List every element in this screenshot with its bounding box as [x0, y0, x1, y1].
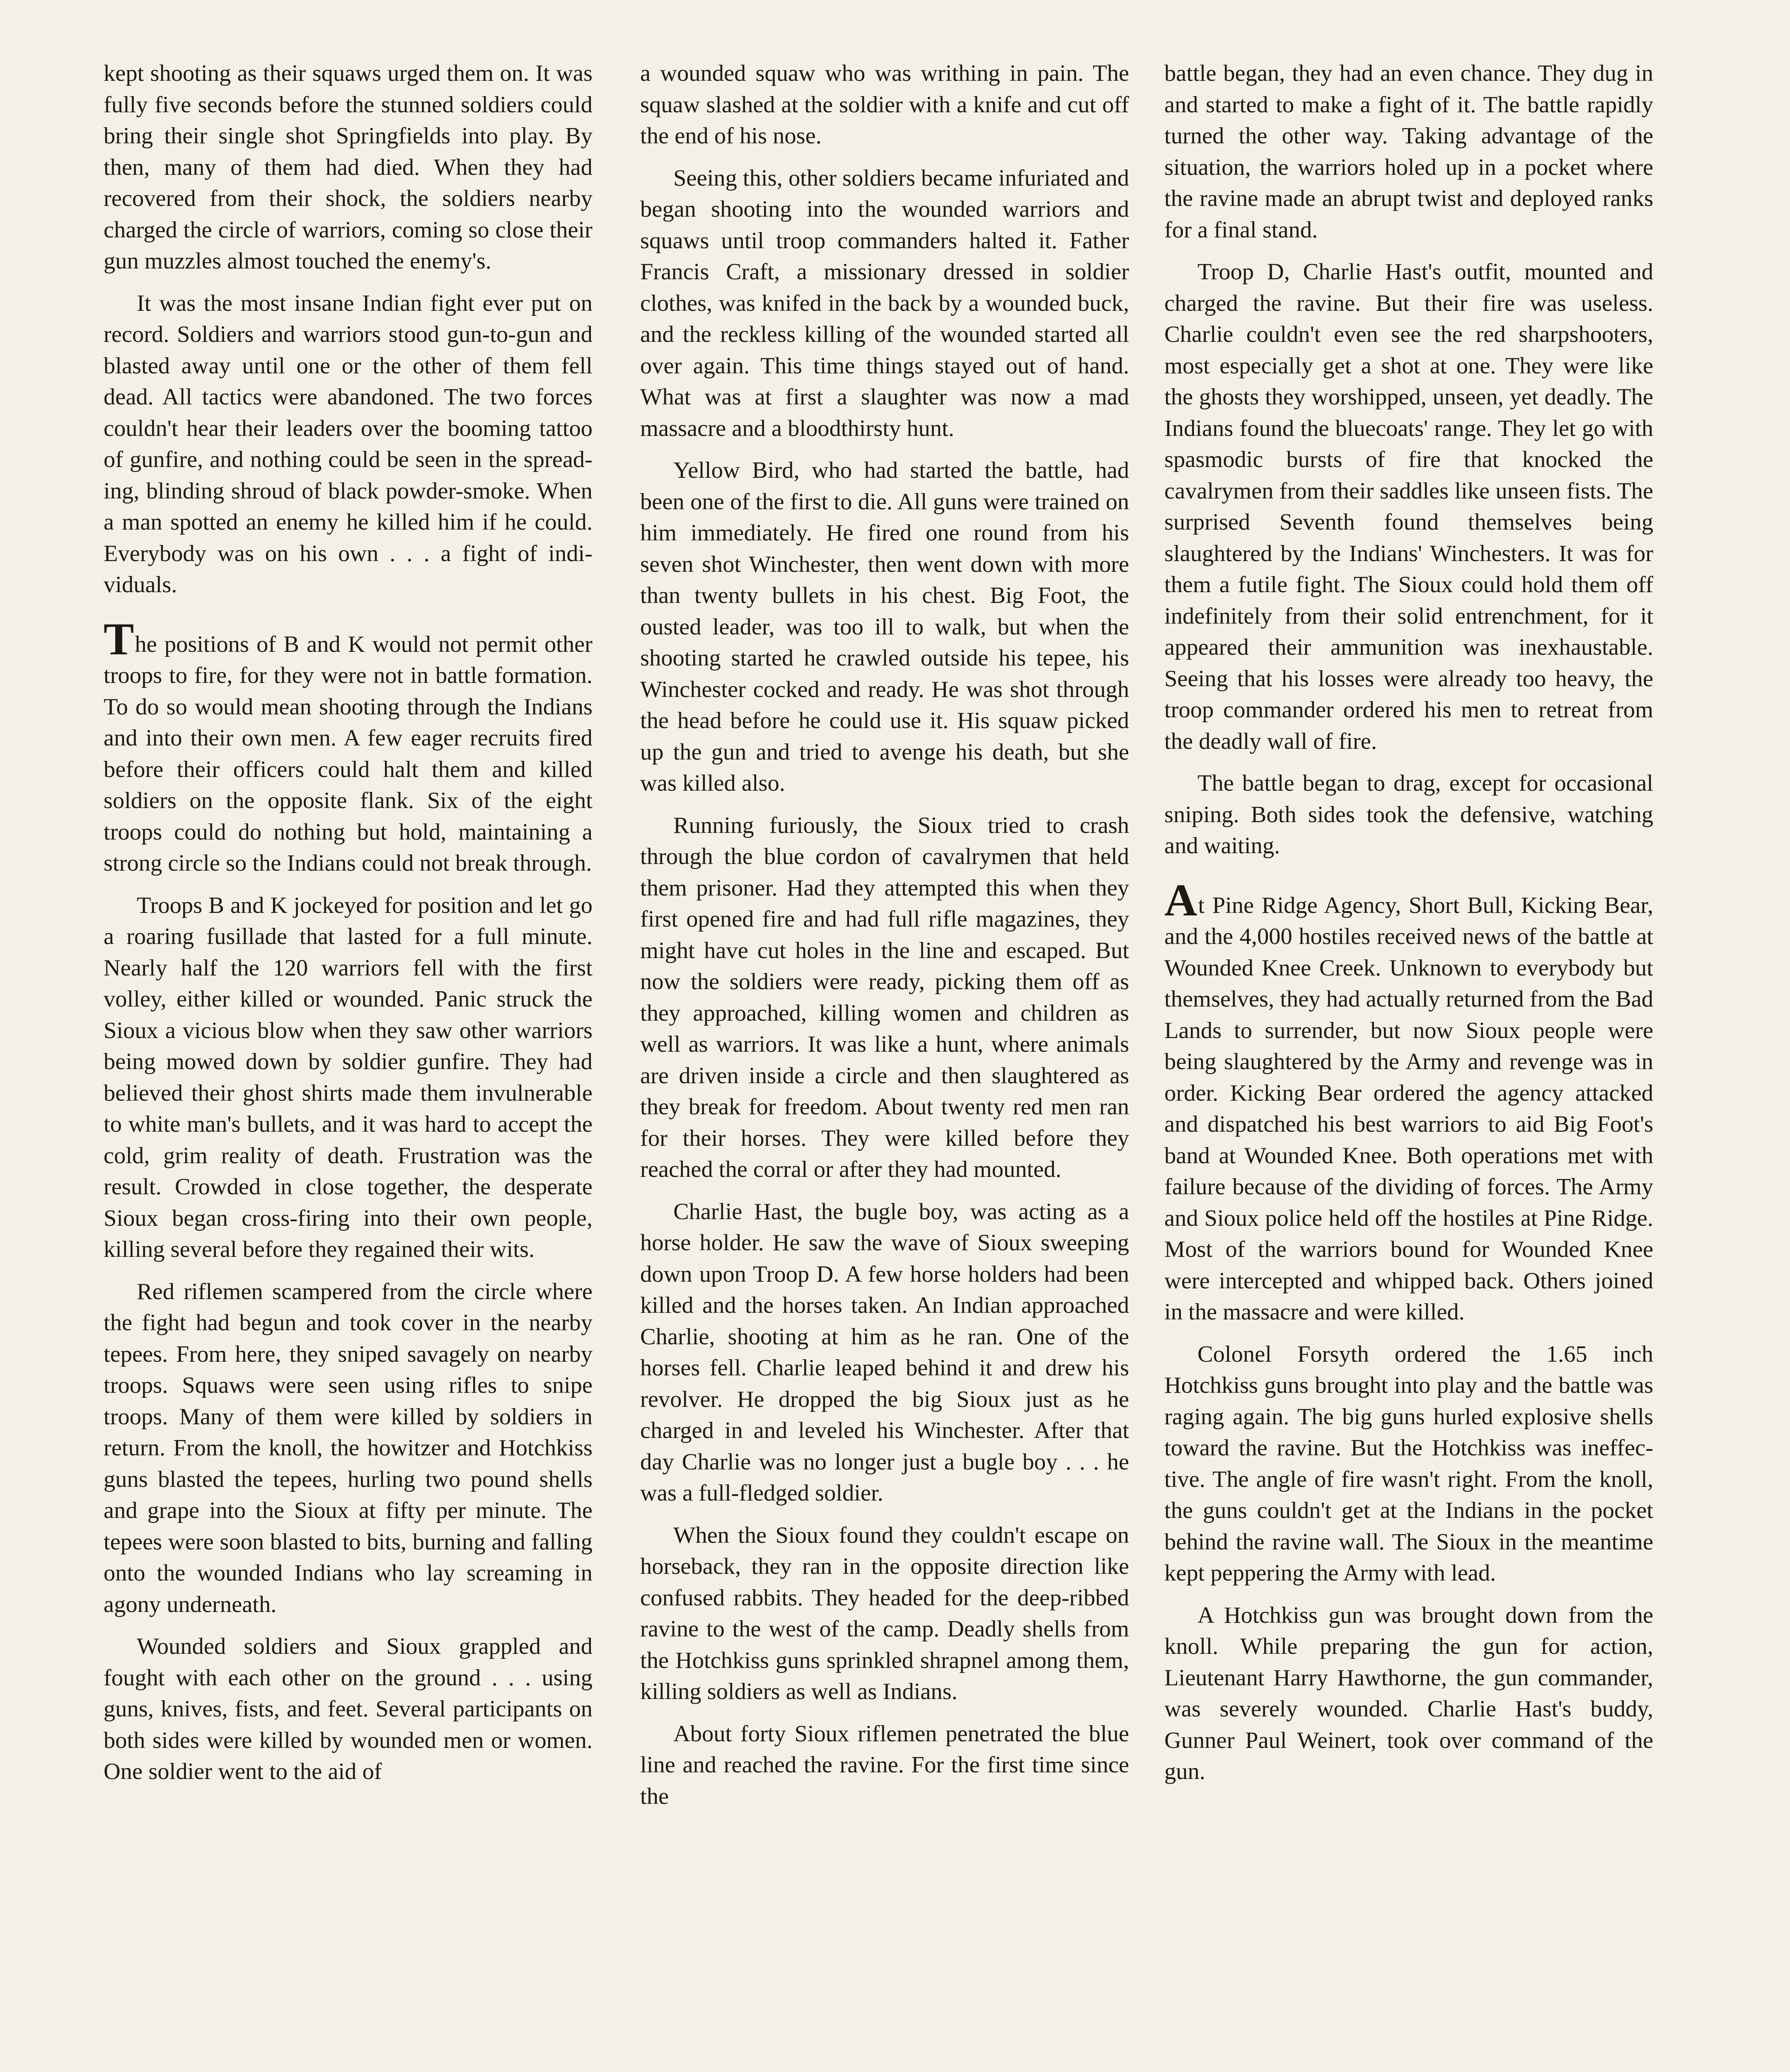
section-start-paragraph	[1164, 874, 1653, 1328]
paragraph: Colonel Forsyth ordered the 1.65 inch Hotchkiss guns brought into play and the battle was raging again. The big guns hurled explosive shells toward the ravine. But the Hotchkiss was ineffective. The angle of fire wasn't right. From the knoll, the guns couldn't get at the Indians in the pocket behind the ravine wall. The Sioux in the meantime kept peppering the Army with lead.	[1164, 1341, 1653, 1586]
paragraph: Red riflemen scampered from the circle where the fight had begun and took cover in the nearby tepees. From here, they sniped savagely on nearby troops. Squaws were seen using rifles to snipe troops. Many of them were killed by soldiers in return. From the knoll, the howitzer and Hotchkiss guns blasted the tepees, hurling two pound shells and grape into the Sioux at fifty per minute. The tepees were soon blasted to bits, burning and falling onto the wounded Indians who lay screaming in agony underneath.	[104, 1278, 593, 1617]
paragraph: Yellow Bird, who had started the battle, had been one of the first to die. All guns were trained on him immediately. He fired one round from his seven shot Winchester, then went down with more than twenty bullets in his chest. Big Foot, the ousted leader, was too ill to walk, but when the shooting started he crawled outside his tepee, his Winchester cocked and ready. He was shot through the head before he could use it. His squaw picked up the gun and tried to avenge his death, but she was killed also.	[640, 457, 1129, 796]
text-column-1	[104, 58, 593, 1798]
paragraph: When the Sioux found they couldn't escape on horseback, they ran in the opposite direction like confused rabbits. They headed for the deep-ribbed ravine to the west of the camp. Deadly shells from the Hotchkiss guns sprinkled shrapnel among them, killing soldiers as well as Indians.	[640, 1522, 1129, 1704]
paragraph: Troops B and K jockeyed for position and let go a roaring fusillade that lasted for a full minute. Nearly half the 120 warriors fell with the first volley, either killed or wounded. Panic struck the Sioux a vicious blow when they saw other warriors being mowed down by soldier gunfire. They had believed their ghost shirts made them invulnerable to white man's bullets, and it was hard to accept the cold, grim reality of death. Frustration was the result. Crowded in close together, the desperate Sioux began cross-firing into their own people, killing several before they regained their wits.	[104, 892, 593, 1262]
paragraph-text: t Pine Ridge Agency, Short Bull, Kicking Bear, and the 4,000 hostiles received news of the battle at Wounded Knee Creek. Unknown to everybody but themselves, they had actually returned from the Bad Lands to surrender, but now Sioux people were being slaughtered by the Army and revenge was in order. Kicking Bear ordered the agency attacked and dispatched his best warriors to aid Big Foot's band at Wounded Knee. Both operations met with failure because of the dividing of forces. The Army and Sioux police held off the hostiles at Pine Ridge. Most of the warriors bound for Wounded Knee were intercepted and whipped back. Others joined in the massacre and were killed.	[1164, 892, 1653, 1325]
paragraph-text: he positions of B and K would not permit other troops to fire, for they were not in battle formation. To do so would mean shooting through the Indians and into their own men. A few eager recruits fired before their officers could halt them and killed soldiers on the opposite flank. Six of the eight troops could do nothing but hold, maintaining a strong circle so the Indians could not break through.	[104, 631, 593, 876]
paragraph: battle began, they had an even chance. They dug in and started to make a fight of it. The battle rapidly turned the other way. Taking advantage of the situation, the warriors holed up in a pocket where the ravine made an abrupt twist and deployed ranks for a final stand.	[1164, 61, 1653, 243]
drop-cap: A	[1164, 874, 1197, 925]
text-column-2	[640, 58, 1129, 1823]
drop-cap: T	[104, 613, 134, 664]
text-column-3	[1164, 58, 1653, 1798]
paragraph: A Hotchkiss gun was brought down from the knoll. While preparing the gun for action, Lieutenant Harry Hawthorne, the gun commander, was severely wounded. Charlie Hast's buddy, Gunner Paul Weinert, took over command of the gun.	[1164, 1602, 1653, 1784]
paragraph: Running furiously, the Sioux tried to crash through the blue cordon of cavalrymen that held them prisoner. Had they attempted this when they first opened fire and had full rifle magazines, they might have cut holes in the line and escaped. But now the soldiers were ready, picking them off as they approached, killing women and children as well as warriors. It was like a hunt, where animals are driven inside a circle and then slaughtered as they break for freedom. About twenty red men ran for their horses. They were killed before they reached the corral or after they had mounted.	[640, 812, 1129, 1182]
paragraph: Wounded soldiers and Sioux grappled and fought with each other on the ground . . . using guns, knives, fists, and feet. Several participants on both sides were killed by wounded men or women. One soldier went to the aid of	[104, 1634, 593, 1784]
section-start-paragraph	[104, 613, 593, 879]
paragraph: The battle began to drag, except for occasional sniping. Both sides took the defensive, watching and waiting.	[1164, 770, 1653, 859]
paragraph: It was the most insane Indian fight ever put on record. Soldiers and warriors stood gun-to-gun and blasted away until one or the other of them fell dead. All tactics were abandoned. The two forces couldn't hear their leaders over the booming tattoo of gunfire, and nothing could be seen in the spreading, blinding shroud of black powder-smoke. When a man spotted an enemy he killed him if he could. Everybody was on his own . . . a fight of individuals.	[104, 290, 593, 598]
paragraph: kept shooting as their squaws urged them on. It was fully five seconds before the stunned soldiers could bring their single shot Springfields into play. By then, many of them had died. When they had recovered from their shock, the soldiers nearby charged the circle of warriors, coming so close their gun muzzles almost touched the enemy's.	[104, 61, 593, 274]
paragraph: About forty Sioux riflemen penetrated the blue line and reached the ravine. For the first time since the	[640, 1721, 1129, 1809]
paragraph: a wounded squaw who was writhing in pain. The squaw slashed at the soldier with a knife and cut off the end of his nose.	[640, 61, 1129, 149]
paragraph: Troop D, Charlie Hast's outfit, mounted and charged the ravine. But their fire was useless. Charlie couldn't even see the red sharpshooters, most especially get a shot at one. They were like the ghosts they worshipped, unseen, yet deadly. The Indians found the bluecoats' range. They let go with spasmodic bursts of fire that knocked the cavalrymen from their saddles like unseen fists. The surprised Seventh found themselves being slaughtered by the Indians' Winchesters. It was for them a futile fight. The Sioux could hold them off indefinitely from their solid entrenchment, for it appeared their ammunition was inexhaustable. Seeing that his losses were already too heavy, the troop commander ordered his men to retreat from the deadly wall of fire.	[1164, 259, 1653, 754]
paragraph: Seeing this, other soldiers became infuriated and began shooting into the wounded warriors and squaws until troop commanders halted it. Father Francis Craft, a missionary dressed in soldier clothes, was knifed in the back by a wounded buck, and the reckless killing of the wounded started all over again. This time things stayed out of hand. What was at first a slaughter was now a mad massacre and a bloodthirsty hunt.	[640, 165, 1129, 441]
paragraph: Charlie Hast, the bugle boy, was acting as a horse holder. He saw the wave of Sioux sweeping down upon Troop D. A few horse holders had been killed and the horses taken. An Indian approached Charlie, shooting at him as he ran. One of the horses fell. Charlie leaped behind it and drew his revolver. He dropped the big Sioux just as he charged in and leveled his Winchester. After that day Charlie was no longer just a bugle boy . . . he was a full-fledged soldier.	[640, 1198, 1129, 1506]
